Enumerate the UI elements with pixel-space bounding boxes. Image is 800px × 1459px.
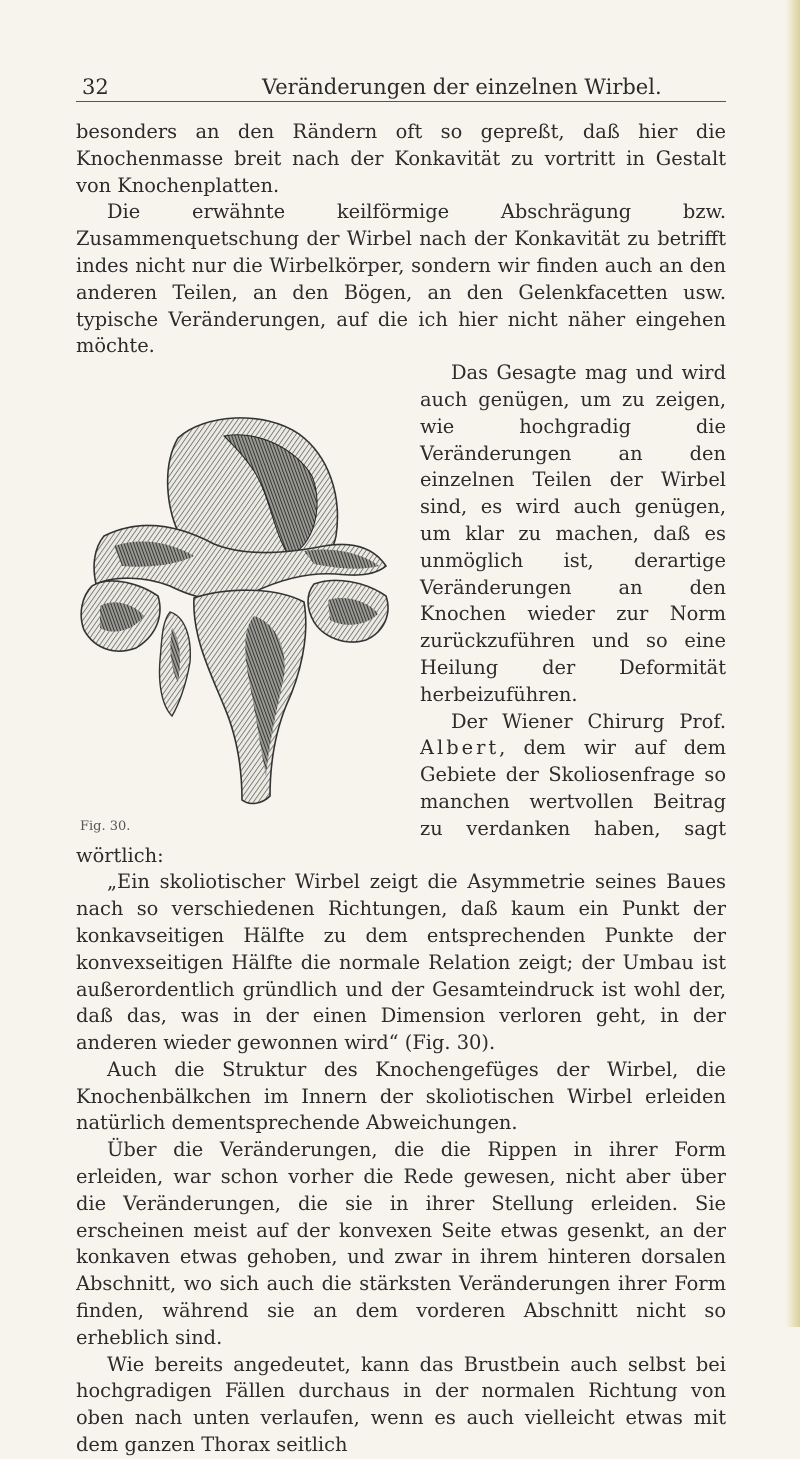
paragraph: Auch die Struktur des Knochengefüges der Wirbel, die Knochenbälkchen im Innern der skoliotischen Wirbel erleiden natürlich dementsprechende Abweichungen. (76, 1057, 726, 1135)
paragraph: besonders an den Rändern oft so gepreßt, daß hier die Knochenmasse breit nach der Konkavität zu vortritt in Gestalt von Knochenplatten. (76, 120, 726, 197)
page-header (76, 71, 726, 102)
figure-30 (74, 416, 404, 836)
author-name: Albert (420, 736, 500, 760)
vertebra-illustration-icon (74, 416, 404, 836)
paragraph-text: , dem wir auf dem Gebiete der Skoliosenfrage so manchen wertvollen Beitrag zu verdanken haben, sagt wörtlich: (76, 736, 726, 867)
page-edge (786, 0, 800, 1327)
paragraph: Wie bereits angedeutet, kann das Brustbein auch selbst bei hochgradigen Fällen durchaus in der normalen Richtung von oben nach unten verlaufen, wenn es auch vielleicht etwas mit dem ganzen Thorax seitlich (76, 1352, 726, 1457)
paragraph: Die erwähnte keilförmige Abschrägung bzw. Zusammenquetschung der Wirbel nach der Konkavität zu betrifft indes nicht nur die Wirbelkörper, sondern wir finden auch an den anderen Teilen, an den Bögen, an den Gelenkfacetten usw. typische Veränderungen, auf die ich hier nicht näher eingehen möchte. (76, 200, 726, 358)
paragraph: Über die Veränderungen, die die Rippen in ihrer Form erleiden, war schon vorher die Rede gewesen, nicht aber über die Veränderungen, die sie in ihrer Stellung erleiden. Sie erscheinen meist auf der konvexen Seite etwas gesenkt, an der konkaven etwas gehoben, und zwar in ihrem hinteren dorsalen Abschnitt, wo sich auch die stärksten Veränderungen ihrer Form finden, während sie an dem vorderen Abschnitt nicht so erheblich sind. (76, 1138, 726, 1349)
running-head: Veränderungen der einzelnen Wirbel. (262, 75, 662, 99)
paragraph-text: Der Wiener Chirurg Prof. (451, 709, 726, 733)
page-number: 32 (82, 75, 109, 99)
quotation: „Ein skoliotischer Wirbel zeigt die Asymmetrie seines Baues nach so verschiedenen Richtungen, daß kaum ein Punkt der konkavseitigen Hälfte zu dem entsprechenden Punkte der konvexseitigen Hälfte die normale Relation zeigt; der Umbau ist außerordentlich gründlich und der Gesamteindruck ist wohl der, daß das, was in der einen Dimension verloren geht, in der anderen wieder gewonnen wird“ (Fig. 30). (76, 870, 726, 1055)
figure-caption: Fig. 30. (80, 819, 131, 835)
paragraph: Das Gesagte mag und wird auch genügen, um zu zeigen, wie hochgradig die Veränderungen an den einzelnen Teilen der Wirbel sind, es wird auch genügen, um klar zu machen, daß es unmöglich ist, derartige Veränderungen an den Knochen wieder zur Norm zurückzuführen und so eine Heilung der Deformität herbeizuführen. (420, 361, 726, 706)
body-text (76, 119, 726, 1459)
